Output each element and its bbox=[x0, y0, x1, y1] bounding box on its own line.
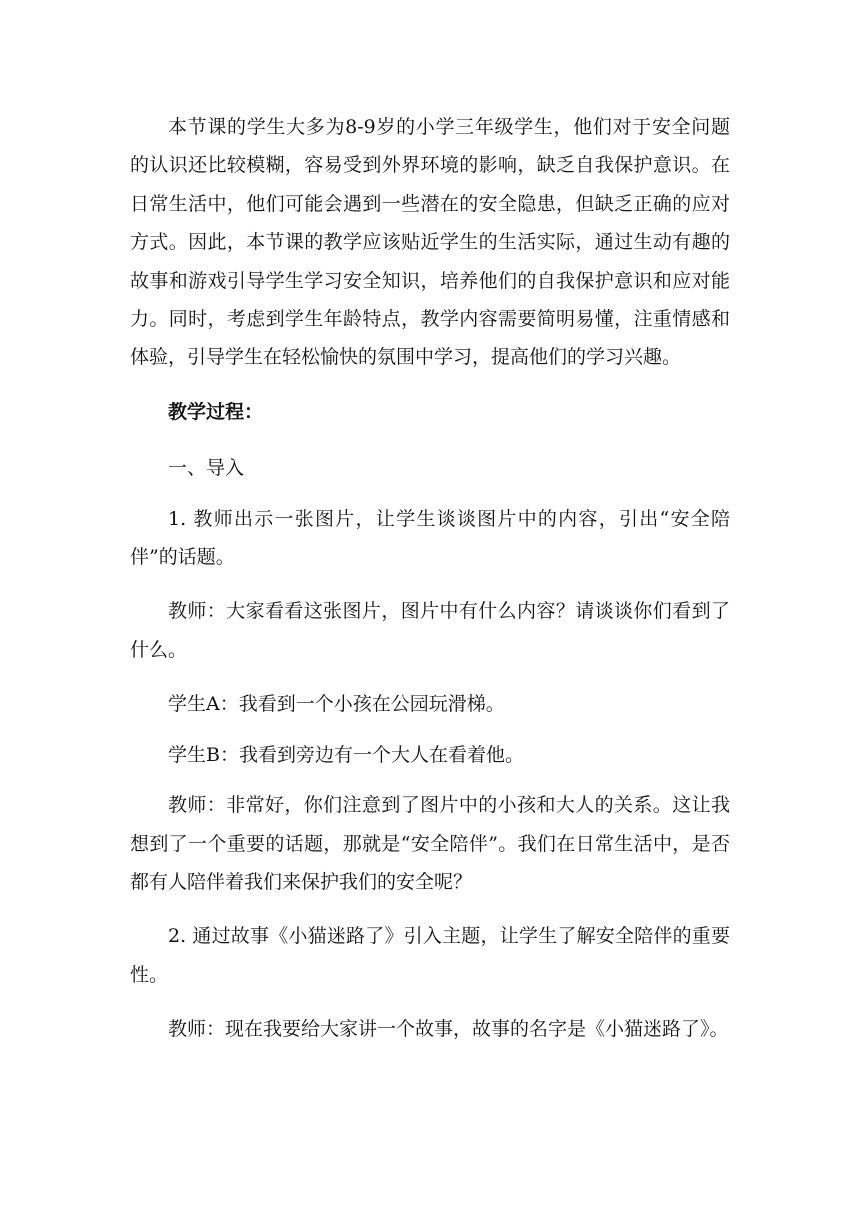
section-heading: 教学过程： bbox=[168, 400, 264, 423]
document-body bbox=[130, 108, 730, 1065]
dialogue-paragraph: 教师：非常好，你们注意到了图片中的小孩和大人的关系。这让我想到了一个重要的话题，那就是“安全陪伴”。我们在日常生活中，是否都有人陪伴着我们来保护我们的安全呢？ bbox=[130, 794, 730, 893]
dialogue-paragraph: 教师：现在我要给大家讲一个故事，故事的名字是《小猫迷路了》。 bbox=[168, 1018, 729, 1041]
subsection-heading: 一、导入 bbox=[168, 457, 245, 480]
intro-paragraph: 本节课的学生大多为8-9岁的小学三年级学生，他们对于安全问题的认识还比较模糊，容易受到外界环境的影响，缺乏自我保护意识。在日常生活中，他们可能会遇到一些潜在的安全隐患，但缺乏正确的应对方式。因此，本节课的教学应该贴近学生的生活实际，通过生动有趣的故事和游戏引导学生学习安全知识，培养他们的自我保护意识和应对能力。同时，考虑到学生年龄特点，教学内容需要简明易懂，注重情感和体验，引导学生在轻松愉快的氛围中学习，提高他们的学习兴趣。 bbox=[130, 116, 730, 369]
dialogue-paragraph: 学生B：我看到旁边有一个大人在看着他。 bbox=[168, 743, 524, 766]
step-paragraph: 1. 教师出示一张图片，让学生谈谈图片中的内容，引出“安全陪伴”的话题。 bbox=[130, 507, 730, 569]
step-paragraph: 2. 通过故事《小猫迷路了》引入主题，让学生了解安全陪伴的重要性。 bbox=[130, 925, 730, 986]
dialogue-paragraph: 学生A：我看到一个小孩在公园玩滑梯。 bbox=[168, 693, 505, 716]
dialogue-paragraph: 教师：大家看看这张图片，图片中有什么内容？请谈谈你们看到了什么。 bbox=[130, 600, 730, 661]
